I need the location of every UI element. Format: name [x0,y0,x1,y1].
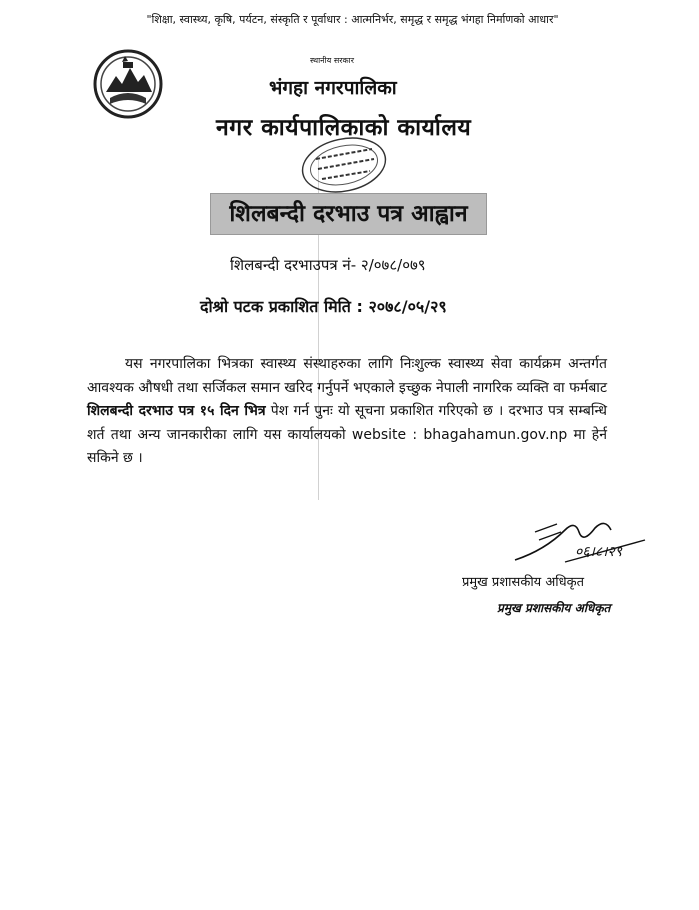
body-text-part2: पेश गर्न पुनः यो सूचना प्रकाशित गरिएको छ । दरभाउ पत्र सम्बन्धि शर्त तथा अन्य जानकारीका लागि यस कार्यालयको website : bhagahamun.gov.np मा हेर्न सकिने छ । [87,403,607,466]
notice-number: शिलबन्दी दरभाउपत्र नं- २/०७८/०७९ [230,256,426,274]
motto: "शिक्षा, स्वास्थ्य, कृषि, पर्यटन, संस्कृति र पूर्वाधार : आत्मनिर्भर, समृद्ध र समृद्ध भंगहा निर्माणको आधार" [146,13,559,26]
notice-paragraph [87,353,607,471]
nepal-emblem-logo [92,48,164,120]
publication-date: दोश्रो पटक प्रकाशित मिति : २०७८/०५/२९ [200,297,447,316]
notice-title: शिलबन्दी दरभाउ पत्र आह्वान [210,193,487,235]
municipality-name: भंगहा नगरपालिका [269,77,397,99]
officer-stamp: प्रमुख प्रशासकीय अधिकृत [497,601,611,615]
local-government-label: स्थानीय सरकार [310,56,354,65]
body-text-part1: यस नगरपालिका भित्रका स्वास्थ्य संस्थाहरुका लागि निःशुल्क स्वास्थ्य सेवा कार्यक्रम अन्तर्गत आवश्यक औषधी तथा सर्जिकल समान खरिद गर्नुपर्ने भएकाले इच्छुक नेपाली नागरिक व्यक्ति वा फर्मबाट [87,356,607,396]
signature-date: ०६।८।२९ [575,544,623,560]
notice-body [87,353,607,471]
body-text-emphasis: शिलबन्दी दरभाउ पत्र १५ दिन भित्र [87,403,266,419]
office-name: नगर कार्यपालिकाको कार्यालय [216,115,472,141]
officer-title: प्रमुख प्रशासकीय अधिकृत [462,575,585,590]
handwritten-signature [505,510,655,570]
office-seal-stamp [296,135,392,195]
